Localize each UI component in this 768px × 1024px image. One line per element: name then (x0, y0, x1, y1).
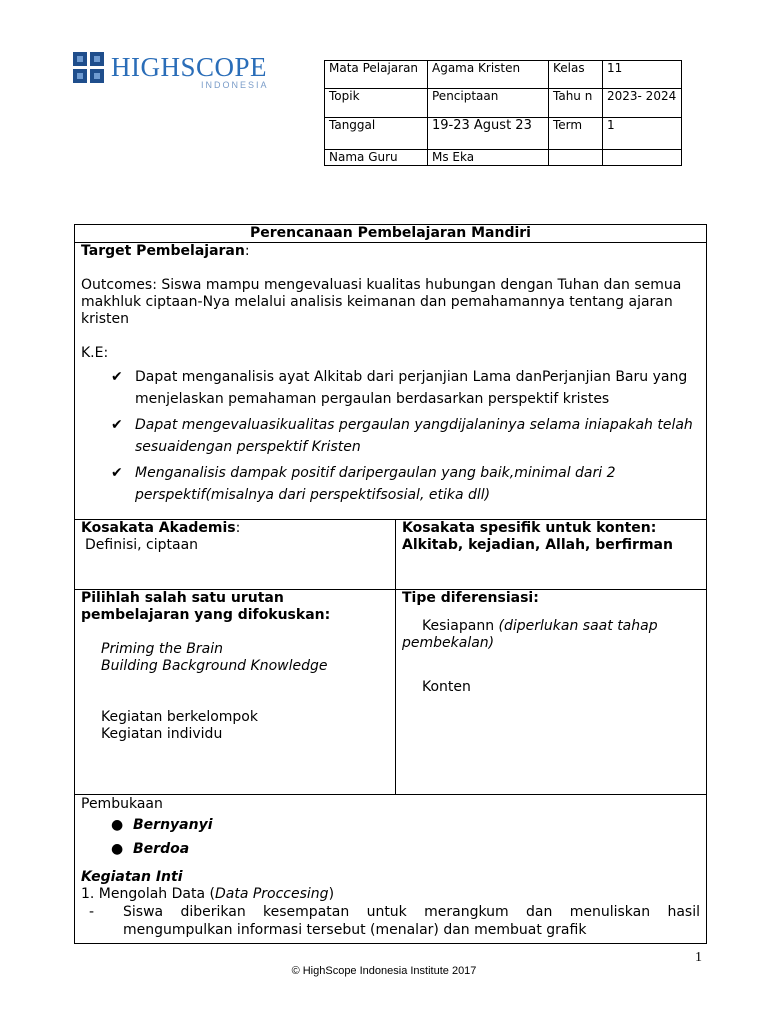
ke-item (111, 462, 700, 506)
pembukaan-item-text: Berdoa (133, 841, 190, 857)
urutan-item: Kegiatan individu (101, 726, 223, 742)
bullet-icon: ● (111, 817, 124, 833)
mata-pelajaran-label: Mata Pelajaran (325, 61, 428, 89)
ke-item-text: Dapat mengevaluasikualitas pergaulan yangdijalaninya selama iniapakah telah sesuaidengan perspektif Kristen (135, 417, 693, 455)
target-section (75, 243, 707, 520)
kosakata-akademis-label: Kosakata Akademis (81, 520, 236, 536)
urutan-cell (75, 590, 396, 795)
target-heading: Target Pembelajaran (81, 243, 245, 259)
empty-cell (603, 150, 682, 166)
mengolah-suffix: ) (328, 886, 335, 902)
kelas-label: Kelas (549, 61, 603, 89)
page-number: 1 (695, 950, 702, 965)
pembukaan-item (111, 837, 700, 861)
kosakata-akademis-value: Definisi, ciptaan (85, 537, 199, 553)
topik-label: Topik (325, 89, 428, 118)
kelas-value: 11 (603, 61, 682, 89)
plan-title: Perencanaan Pembelajaran Mandiri (75, 225, 707, 243)
bullet-icon: ● (111, 841, 124, 857)
term-label: Term (549, 118, 603, 150)
term-value: 1 (603, 118, 682, 150)
mengolah-item (89, 903, 700, 939)
ke-label: K.E: (81, 345, 109, 361)
pembukaan-label: Pembukaan (81, 796, 163, 812)
pembukaan-item-text: Bernyanyi (133, 817, 213, 833)
checkmark-icon: ✔ (111, 369, 123, 385)
kosakata-akademis-cell (75, 520, 396, 590)
mengolah-item-text: Siswa diberikan kesempatan untuk merangkum dan menuliskan hasil mengumpulkan informasi tersebut (menalar) dan membuat grafik (123, 904, 700, 938)
tipe-konten: Konten (422, 679, 471, 695)
mengolah-prefix: 1. Mengolah Data ( (81, 886, 215, 902)
tipe-kesiapan-note: (diperlukan saat tahap pembekalan) (402, 618, 658, 651)
urutan-item: Priming the Brain (101, 641, 223, 657)
checkmark-icon: ✔ (111, 465, 123, 481)
kegiatan-inti-label: Kegiatan Inti (81, 869, 183, 885)
topik-value: Penciptaan (428, 89, 549, 118)
target-colon: : (244, 243, 250, 259)
ke-item (111, 366, 700, 410)
empty-cell (549, 150, 603, 166)
ke-item (111, 414, 700, 458)
ke-item-text: Menganalisis dampak positif daripergaulan yang baik,minimal dari 2 perspektif(misalnya dari perspektifsosial, etika dll) (135, 465, 616, 503)
tipe-label: Tipe diferensiasi: (402, 590, 539, 606)
logo-subtitle: INDONESIA (201, 80, 269, 90)
kegiatan-section (75, 795, 707, 944)
ke-item-text: Dapat menganalisis ayat Alkitab dari perjanjian Lama danPerjanjian Baru yang menjelaskan pemahaman pergaulan berdasarkan perspektif kristes (135, 369, 688, 407)
lesson-info-table (324, 60, 682, 166)
kosakata-spesifik-cell: Kosakata spesifik untuk konten: Alkitab, kejadian, Allah, berfirman (396, 520, 707, 590)
tahun-value: 2023- 2024 (603, 89, 682, 118)
mengolah-italic: Data Proccesing (214, 886, 329, 902)
tahun-label: Tahu n (549, 89, 603, 118)
pembukaan-item (111, 813, 700, 837)
nama-guru-label: Nama Guru (325, 150, 428, 166)
logo-mark-icon (73, 52, 105, 84)
mata-pelajaran-value: Agama Kristen (428, 61, 549, 89)
urutan-item: Kegiatan berkelompok (101, 709, 258, 725)
checkmark-icon: ✔ (111, 417, 123, 433)
urutan-item: Building Background Knowledge (101, 658, 328, 674)
footer-copyright: © HighScope Indonesia Institute 2017 (291, 965, 477, 977)
lesson-plan-table (74, 224, 707, 944)
tipe-kesiapan: Kesiapann (422, 618, 495, 634)
kosakata-akademis-colon: : (235, 520, 241, 536)
highscope-logo (73, 52, 283, 94)
tanggal-label: Tanggal (325, 118, 428, 150)
nama-guru-value: Ms Eka (428, 150, 549, 166)
dash-icon: - (89, 904, 95, 920)
urutan-label: Pilihlah salah satu urutan pembelajaran yang difokuskan: (81, 590, 331, 623)
tanggal-value: 19-23 Agust 23 (428, 118, 549, 150)
logo-wordmark: HIGHSCOPE (111, 52, 268, 82)
mengolah-data-heading (81, 886, 700, 903)
tipe-cell (396, 590, 707, 795)
outcomes-text: Outcomes: Siswa mampu mengevaluasi kualitas hubungan dengan Tuhan dan semua makhluk ciptaan-Nya melalui analisis keimanan dan pemahamannya tentang ajaran kristen (81, 277, 682, 327)
